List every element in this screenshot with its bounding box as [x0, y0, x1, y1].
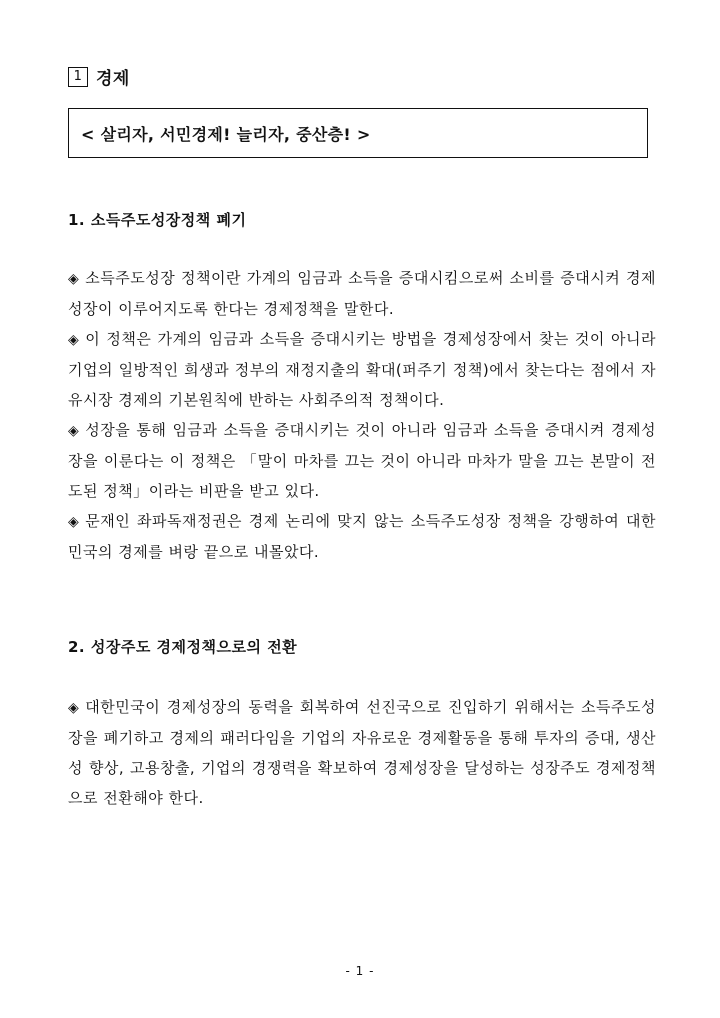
- paragraph: ◈ 대한민국이 경제성장의 동력을 회복하여 선진국으로 진입하기 위해서는 소득주도성장을 폐기하고 경제의 패러다임을 기업의 자유로운 경제활동을 통해 투자의 증대, 생산성 향상, 고용창출, 기업의 경쟁력을 확보하여 경제성장을 달성하는 성장주도 경제정책으로 전환해야 한다.: [68, 692, 656, 813]
- section-1-body: [68, 263, 656, 567]
- chapter-number-box: 1: [68, 67, 88, 87]
- section-2-body: [68, 692, 656, 813]
- chapter-title: 경제: [96, 69, 130, 89]
- paragraph: ◈ 소득주도성장 정책이란 가계의 임금과 소득을 증대시킴으로써 소비를 증대시켜 경제성장이 이루어지도록 한다는 경제정책을 말한다.: [68, 263, 656, 324]
- page-number: - 1 -: [345, 964, 375, 978]
- diamond-bullet-icon: ◈: [68, 332, 80, 348]
- diamond-bullet-icon: ◈: [68, 700, 80, 716]
- chapter-heading: [68, 64, 130, 89]
- paragraph: ◈ 성장을 통해 임금과 소득을 증대시키는 것이 아니라 임금과 소득을 증대시켜 경제성장을 이룬다는 이 정책은 「말이 마차를 끄는 것이 아니라 마차가 말을 끄는 본말이 전도된 정책」이라는 비판을 받고 있다.: [68, 415, 656, 506]
- diamond-bullet-icon: ◈: [68, 514, 80, 530]
- paragraph: ◈ 이 정책은 가계의 임금과 소득을 증대시키는 방법을 경제성장에서 찾는 것이 아니라 기업의 일방적인 희생과 정부의 재정지출의 확대(퍼주기 정책)에서 찾는다는 점에서 자유시장 경제의 기본원칙에 반하는 사회주의적 정책이다.: [68, 324, 656, 415]
- section-2-title: 2. 성장주도 경제정책으로의 전환: [68, 638, 298, 656]
- section-1-title: 1. 소득주도성장정책 폐기: [68, 211, 247, 229]
- slogan-box: [68, 108, 648, 158]
- diamond-bullet-icon: ◈: [68, 271, 80, 287]
- diamond-bullet-icon: ◈: [68, 423, 80, 439]
- paragraph: ◈ 문재인 좌파독재정권은 경제 논리에 맞지 않는 소득주도성장 정책을 강행하여 대한민국의 경제를 벼랑 끝으로 내몰았다.: [68, 506, 656, 567]
- slogan-text: < 살리자, 서민경제! 늘리자, 중산층! >: [81, 124, 371, 144]
